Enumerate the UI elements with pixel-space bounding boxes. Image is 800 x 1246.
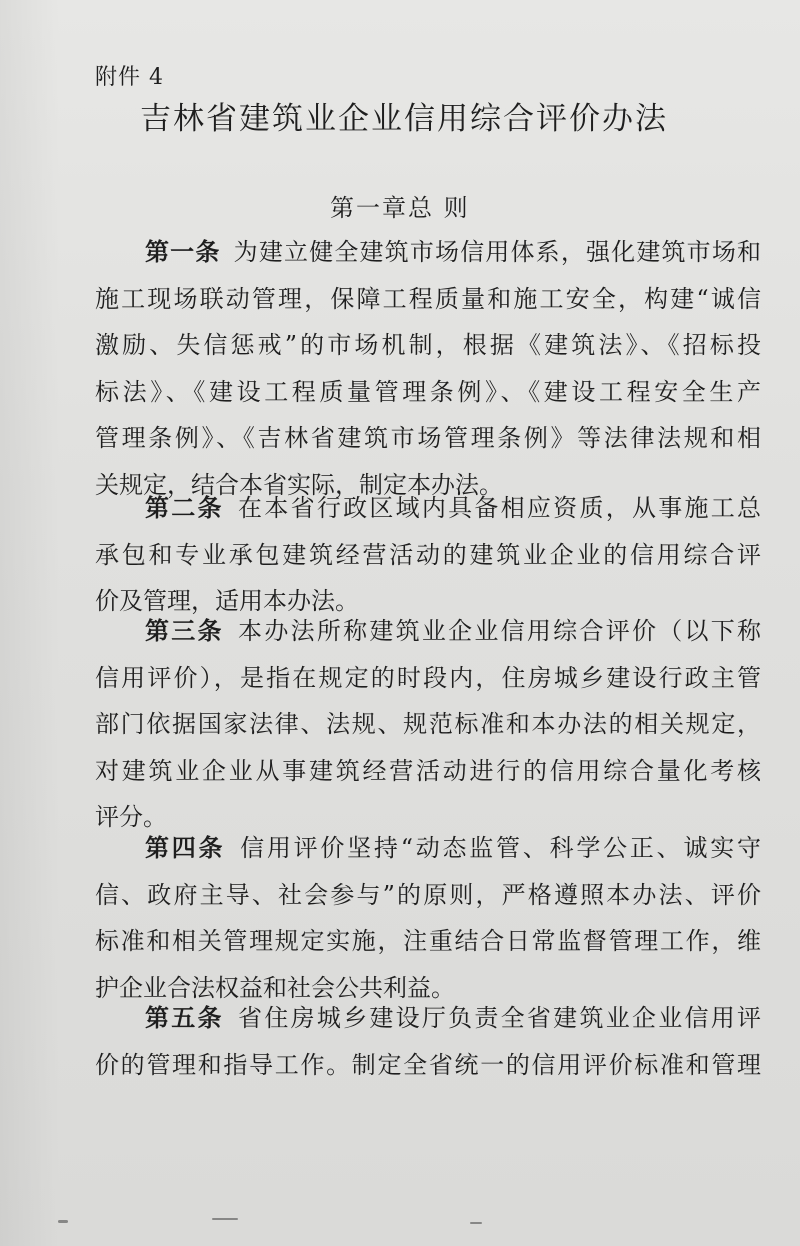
article-text: 省住房城乡建设厅负责全省建筑业企业信用评 [235,1004,762,1032]
page-shadow [0,0,60,1246]
article-label: 第三条 [145,616,224,645]
article-line: 标法》、《建设工程质量管理条例》、《建设工程安全生产 [95,377,761,406]
article-line: 激励、失信惩戒”的市场机制，根据《建筑法》、《招标投 [95,331,761,359]
article-label: 第一条 [145,237,221,266]
article-text: 为建立健全建筑市场信用体系，强化建筑市场和 [232,238,761,266]
article-5 [95,995,761,1088]
article-line: 部门依据国家法律、法规、规范标准和本办法的相关规定， [95,710,761,738]
article-line: 管理条例》、《吉林省建筑市场管理条例》等法律法规和相 [95,424,761,452]
article-label: 第二条 [145,493,224,522]
article-line: 关规定，结合本省实际，制定本办法。 [95,470,503,499]
scan-mark [470,1222,482,1224]
article-line: 价及管理，适用本办法。 [95,587,359,615]
scan-mark [58,1220,68,1223]
article-line: 对建筑业企业从事建筑经营活动进行的信用综合量化考核 [95,756,761,785]
article-line: 承包和专业承包建筑经营活动的建筑业企业的信用综合评 [95,540,761,569]
article-line [95,608,761,655]
article-line: 信用评价），是指在规定的时段内，住房城乡建设行政主管 [95,663,761,692]
article-label: 第四条 [145,833,226,862]
article-line: 评分。 [95,803,167,831]
article-line [95,825,761,872]
article-2 [95,485,761,625]
article-line: 价的管理和指导工作。制定全省统一的信用评价标准和管理 [95,1050,761,1079]
article-label: 第五条 [145,1003,224,1032]
document-title: 吉林省建筑业企业信用综合评价办法 [140,101,668,137]
article-line: 施工现场联动管理，保障工程质量和施工安全，构建“诚信 [95,284,761,313]
article-4 [95,825,761,1011]
article-line [95,485,761,532]
article-line [95,995,761,1042]
article-text: 信用评价坚持“动态监管、科学公正、诚实守 [237,834,761,862]
chapter-heading: 第一章总 则 [330,194,470,222]
article-line [95,229,761,276]
attachment-label: 附件 4 [95,65,164,90]
article-line: 护企业合法权益和社会公共利益。 [95,973,455,1002]
scan-mark [212,1218,238,1220]
article-text: 本办法所称建筑业企业信用综合评价（以下称 [235,617,762,645]
article-line: 信、政府主导、社会参与”的原则，严格遵照本办法、评价 [95,880,761,909]
article-1 [95,229,761,508]
article-3 [95,608,761,841]
article-text: 在本省行政区域内具备相应资质，从事施工总 [235,494,762,522]
article-line: 标准和相关管理规定实施，注重结合日常监督管理工作，维 [95,927,761,955]
